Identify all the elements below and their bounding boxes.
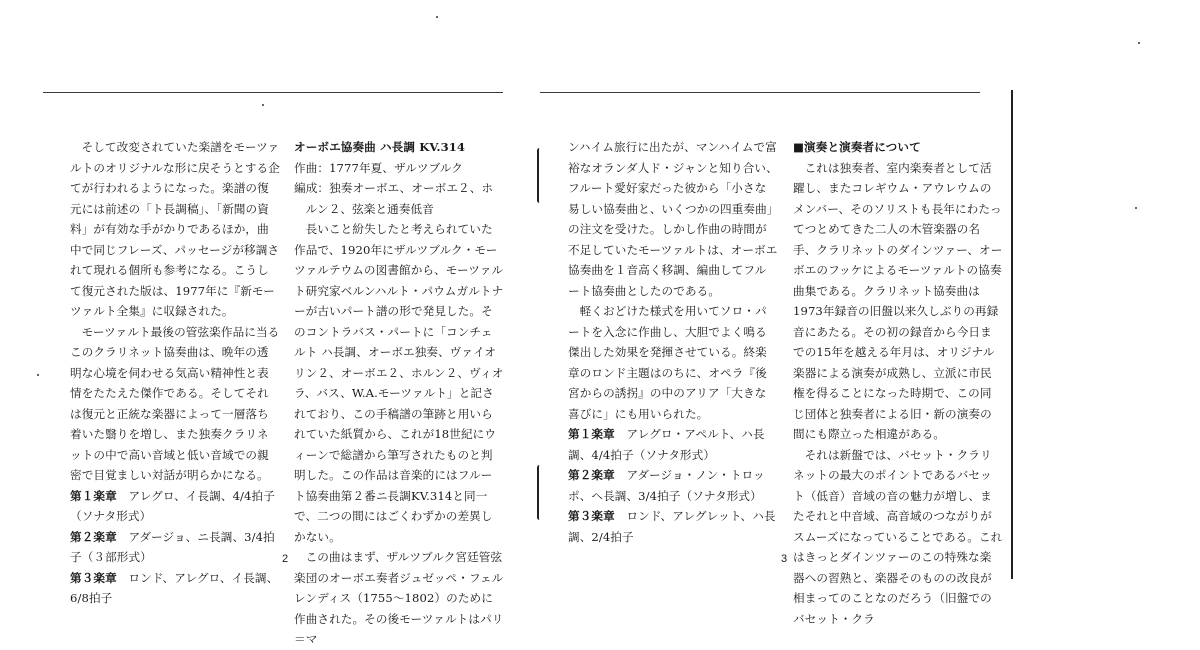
paragraph: 軽くおどけた様式を用いてソロ・パートを入念に作曲し、大胆でよく鳴る傑出した効果を発揮させている。終楽章のロンド主題はのちに、オペラ『後宮からの誘拐』の中のアリア「大きな喜びに」にも用いられた。 <box>568 304 767 421</box>
left-page-column-2 <box>294 137 504 650</box>
movement-description: アレグロ、イ長調、4/4拍子（ソナタ形式） <box>70 488 275 523</box>
dust-speck <box>262 104 264 106</box>
binding-edge <box>1011 90 1013 579</box>
top-rule-left <box>43 92 503 93</box>
movement-label: 第３楽章 <box>568 509 615 523</box>
movement-label: 第１楽章 <box>568 427 615 441</box>
paragraph: モーツァルト最後の管弦楽作品に当るこのクラリネット協奏曲は、晩年の透明な心境を伺わせる気高い精神性と表情をたたえた傑作である。そしてそれは復元と正統な楽器によって一層落ち着いた翳りを増し、また独奏クラリネットの中で高い音域と低い音域での親密で目覚ましい対話が明らかになる。 <box>70 324 280 482</box>
paragraph: それは新盤では、バセット・クラリネットの最大のポイントであるバセット（低音）音域の音の魅力が増し、またそれと中音域、高音域のつながりがスムーズになっていることである。これはきっとダインツァーのこの特殊な楽器への習熟と、楽器そのものの改良が相まってのことなのだろう（旧盤でのバセット・クラ <box>793 447 1003 626</box>
movement-line <box>70 568 280 609</box>
movement-line <box>568 465 778 506</box>
right-page-column-2 <box>793 137 1003 629</box>
movement-description: アダージョ、ニ長調、3/4拍子（３部形式） <box>70 529 275 564</box>
movement-line <box>70 527 280 568</box>
movement-description: ロンド、アレグレット、ハ長調、2/4拍子 <box>568 509 776 544</box>
paragraph: この曲はまず、ザルツブルク宮廷管弦楽団のオーボエ奏者ジュゼッペ・フェルレンディス（1755〜1802）のために作曲された。その後モーツァルトはパリ＝マ <box>294 550 504 646</box>
dust-speck <box>1138 42 1140 44</box>
margin-bracket-mark <box>537 465 542 520</box>
page-number-right: 3 <box>781 553 788 565</box>
text-line: ンハイム旅行に出たが、マンハイムで富裕なオランダ人ド・ジャンと知り合い、フルート愛好家だった彼から「小さな易しい協奏曲と、いくつかの四重奏曲」の注文を受けた。しかし作曲の時間が不足していたモーツァルトは、オーボエ協奏曲を１音高く移調、編曲してフルート協奏曲としたのである。 <box>568 140 778 298</box>
top-rule-right <box>540 92 980 93</box>
instrumentation-line: 編成：独奏オーボエ、オーボエ２、ホルン２、弦楽と通奏低音 <box>294 181 494 216</box>
movement-line <box>568 424 778 465</box>
paragraph: これは独奏者、室内楽奏者として活躍し、またコレギウム・アウレウムのメンバー、そのソリストも長年にわたってつとめてきた二人の木管楽器の名手、クラリネットのダインツァー、オーボエのフッケによるモーツァルトの協奏曲集である。クラリネット協奏曲は1973年録音の旧盤以来久しぶりの再録音にあたる。その初の録音から今日までの15年を越える年月は、オリジナル楽器による演奏が成熟し、立派に市民権を得ることになった時期で、この同じ団体と独奏者による旧・新の演奏の間にも際立った相違がある。 <box>793 160 1003 441</box>
text-line: 作曲：1777年夏、ザルツブルク <box>294 160 463 175</box>
page-number-left: 2 <box>282 553 289 565</box>
right-page-column-1 <box>568 137 778 547</box>
movement-line <box>568 506 778 547</box>
margin-bracket-mark <box>537 148 542 203</box>
movement-description: ロンド、アレグロ、イ長調、6/8拍子 <box>70 570 279 605</box>
dust-speck <box>436 16 438 18</box>
movement-label: 第１楽章 <box>70 488 117 503</box>
paragraph: 長いこと紛失したと考えられていた作品で、1920年にザルツブルク・モーツァルテウムの図書館から、モーツァルト研究家ベルンハルト・パウムガルトナーが古いパート譜の形で発見した。そのコントラバス・パートに「コンチェルト ハ長調、オーボエ独奏、ヴァイオリン２、オーボエ２、ホルン２、ヴィオラ、バス、W.A.モーツァルト」と記されており、この手稿譜の筆跡と用いられていた紙質から、これが18世紀にウィーンで総譜から筆写されたものと判明した。この作品は音楽的にはフルート協奏曲第２番ニ長調KV.314と同一で、二つの間にはごくわずかの差異しかない。 <box>294 222 504 544</box>
section-heading: ■演奏と演奏者について <box>793 140 921 154</box>
movement-label: 第２楽章 <box>70 529 117 544</box>
section-heading: オーボエ協奏曲 ハ長調 KV.314 <box>294 140 466 154</box>
paragraph: そして改変されていた楽譜をモーツァルトのオリジナルな形に戻そうとする企てが行われるようになった。楽譜の復元には前述の「ト長調稿」、「新聞の資料」が有効な手がかりであるほか，曲中で同じフレーズ、パッセージが移調されて現れる個所も参考になる。こうして復元された版は、1977年に『新モーツァルト全集』に収録された。 <box>70 140 280 318</box>
movement-label: 第２楽章 <box>568 468 615 482</box>
dust-speck <box>37 374 39 376</box>
left-page-column-1 <box>70 137 280 609</box>
movement-label: 第３楽章 <box>70 570 117 585</box>
dust-speck <box>1135 207 1137 209</box>
movement-line <box>70 486 280 527</box>
movement-description: アダージョ・ノン・トロッポ、ヘ長調、3/4拍子（ソナタ形式） <box>568 468 765 503</box>
movement-description: アレグロ・アペルト、ハ長調、4/4拍子（ソナタ形式） <box>568 427 765 462</box>
